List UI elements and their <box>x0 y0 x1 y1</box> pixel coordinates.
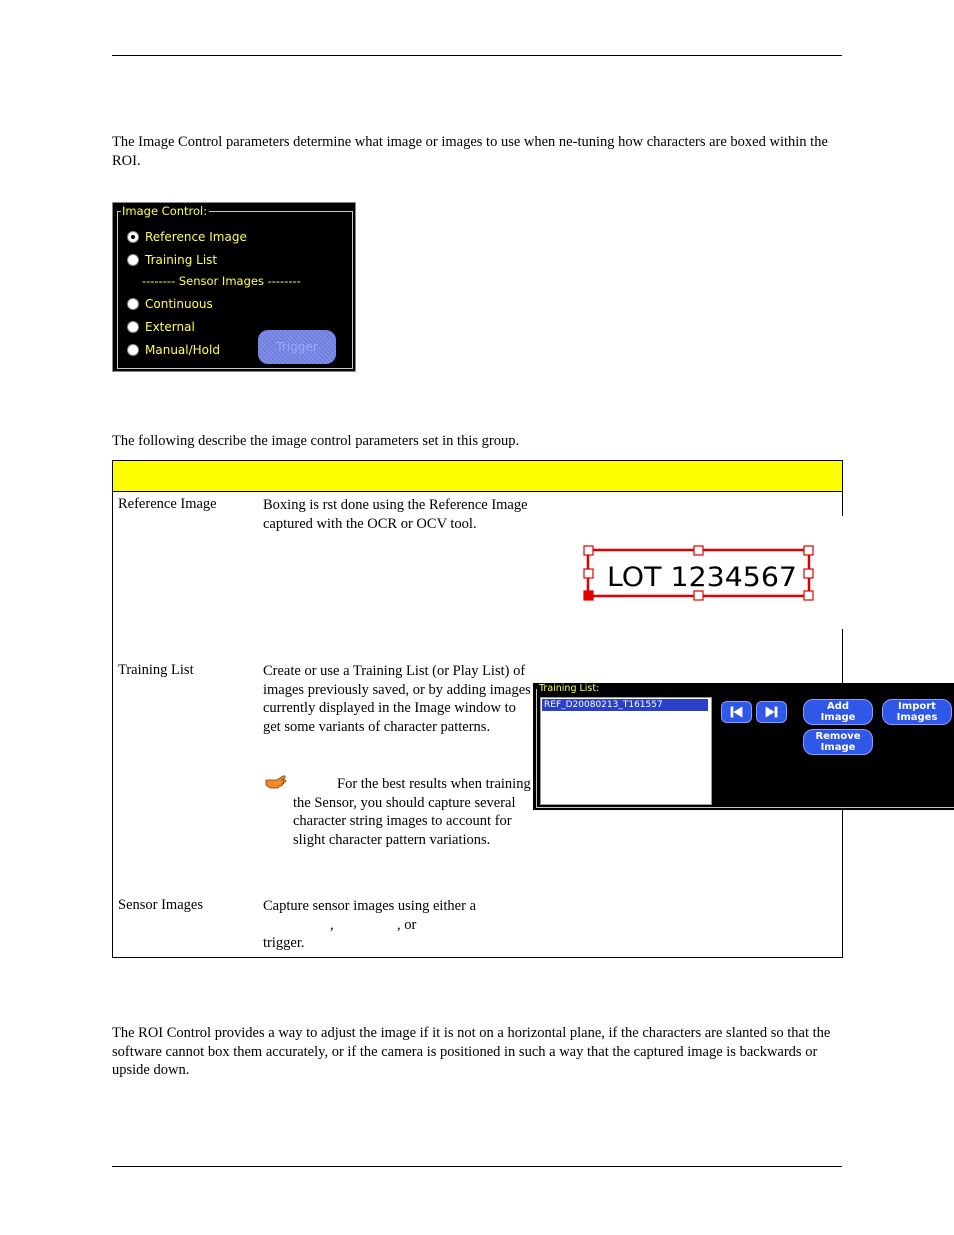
radio-reference-image[interactable] <box>127 230 247 244</box>
radio-selected-icon[interactable] <box>127 231 139 243</box>
radio-continuous[interactable] <box>127 297 213 311</box>
skip-back-icon <box>722 702 751 722</box>
radio-label: External <box>145 320 195 334</box>
row-desc-sensor-images <box>263 897 533 953</box>
import-images-button[interactable]: Import Images <box>882 699 952 725</box>
image-control-panel <box>112 202 356 372</box>
list-item[interactable]: REF_D20080213_T161557 <box>542 699 708 711</box>
radio-manual-hold[interactable] <box>127 343 220 357</box>
radio-icon[interactable] <box>127 344 139 356</box>
remove-image-button[interactable]: Remove Image <box>803 729 873 755</box>
last-image-button[interactable] <box>756 701 787 723</box>
row-label-reference-image: Reference Image <box>118 496 217 512</box>
pointing-hand-icon <box>265 774 287 790</box>
header-rule <box>112 55 842 56</box>
radio-training-list[interactable] <box>127 253 217 267</box>
training-list-panel <box>533 683 954 810</box>
radio-icon[interactable] <box>127 298 139 310</box>
describe-paragraph: The following describe the image control parameters set in this group. <box>112 433 520 449</box>
table-header-row <box>113 461 842 492</box>
sensor-desc-or: , or <box>397 916 417 933</box>
radio-label: Reference Image <box>145 230 247 244</box>
sensor-desc-line1: Capture sensor images using either a <box>263 898 477 914</box>
footer-rule <box>112 1166 842 1167</box>
training-list-legend: Training List: <box>539 683 600 694</box>
sensor-desc-comma: , <box>330 916 334 933</box>
reference-image-figure <box>580 543 816 603</box>
row-label-training-list: Training List <box>118 662 194 678</box>
sensor-desc-line2 <box>263 916 533 935</box>
radio-label: Training List <box>145 253 218 267</box>
radio-label: Manual/Hold <box>145 343 220 357</box>
radio-label: Continuous <box>145 297 213 311</box>
add-image-button[interactable]: Add Image <box>803 699 873 725</box>
row-desc-reference-image: Boxing is rst done using the Reference Image captured with the OCR or OCV tool. <box>263 497 528 532</box>
first-image-button[interactable] <box>721 701 752 723</box>
training-list-box[interactable] <box>540 697 712 805</box>
radio-external[interactable] <box>127 320 195 334</box>
sensor-images-separator: -------- Sensor Images -------- <box>142 274 301 288</box>
radio-icon[interactable] <box>127 321 139 333</box>
radio-icon[interactable] <box>127 254 139 266</box>
trigger-button[interactable]: Trigger <box>258 330 336 364</box>
lot-text: LOT 1234567 <box>607 562 797 593</box>
intro-paragraph: The Image Control parameters determine what image or images to use when ne-tuning how characters are boxed within the ROI. <box>112 134 828 169</box>
skip-forward-icon <box>757 702 786 722</box>
border-gap <box>838 516 844 629</box>
sensor-desc-line3: trigger. <box>263 935 305 951</box>
roi-paragraph: The ROI Control provides a way to adjust the image if it is not on a horizontal plane, if the characters are slanted so that the software cannot box them accurately, or if the camera is positioned in such a way that the captured image is backwards or upside down. <box>112 1025 831 1078</box>
training-note: For the best results when training the Sensor, you should capture several character string images to account for slight character pattern variations. <box>293 776 531 848</box>
row-desc-training-list: Create or use a Training List (or Play List) of images previously saved, or by adding images currently displayed in the Image window to get some variants of character patterns. <box>263 663 531 735</box>
image-control-legend: Image Control: <box>122 204 208 218</box>
row-label-sensor-images: Sensor Images <box>118 897 203 913</box>
